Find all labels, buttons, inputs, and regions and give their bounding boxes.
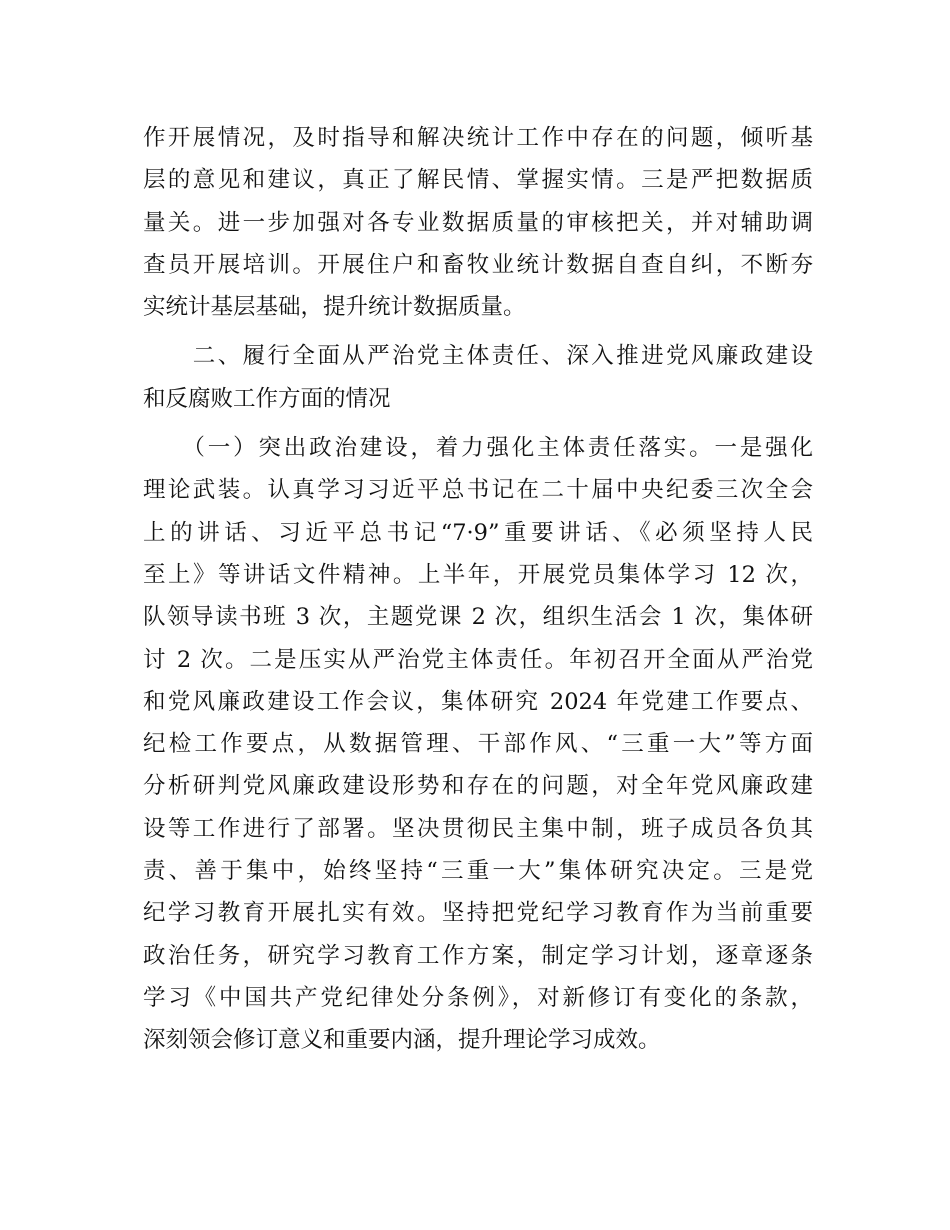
text-line: 深刻领会修订意义和重要内涵，提升理论学习成效。 [143, 1027, 661, 1054]
paragraph [143, 117, 813, 328]
text-line: 设等工作进行了部署。坚决贯彻民主集中制，班子成员各负其 [143, 815, 813, 842]
text-line: 学习《中国共产党纪律处分条例》，对新修订有变化的条款， [143, 984, 813, 1011]
paragraph [143, 427, 813, 1061]
section-heading [143, 335, 813, 420]
document-body [143, 117, 813, 1062]
text-line: 理论武装。认真学习习近平总书记在二十届中央纪委三次全会 [143, 477, 813, 504]
text-line: 二、履行全面从严治党主体责任、深入推进党风廉政建设 [143, 343, 813, 370]
text-line: 分析研判党风廉政建设形势和存在的问题，对全年党风廉政建 [143, 773, 813, 800]
text-line: （一）突出政治建设，着力强化主体责任落实。一是强化 [143, 435, 813, 462]
text-line: 至上》等讲话文件精神。上半年，开展党员集体学习 12 次， [143, 561, 813, 588]
text-line: 政治任务，研究学习教育工作方案，制定学习计划，逐章逐条 [143, 942, 813, 969]
text-line: 层的意见和建议，真正了解民情、掌握实情。三是严把数据质 [143, 167, 813, 194]
text-line: 实统计基层基础，提升统计数据质量。 [143, 294, 526, 321]
text-line: 上的讲话、习近平总书记“7·9”重要讲话、《必须坚持人民 [143, 519, 813, 546]
text-line: 和党风廉政建设工作会议，集体研究 2024 年党建工作要点、 [143, 688, 813, 715]
text-line: 量关。进一步加强对各专业数据质量的审核把关，并对辅助调 [143, 209, 813, 236]
text-line: 队领导读书班 3 次，主题党课 2 次，组织生活会 1 次，集体研 [143, 604, 813, 631]
text-line: 查员开展培训。开展住户和畜牧业统计数据自查自纠，不断夯 [143, 251, 813, 278]
text-line: 和反腐败工作方面的情况 [143, 385, 391, 412]
text-line: 纪检工作要点，从数据管理、干部作风、“三重一大”等方面 [143, 731, 813, 758]
text-line: 纪学习教育开展扎实有效。坚持把党纪学习教育作为当前重要 [143, 900, 813, 927]
text-line: 讨 2 次。二是压实从严治党主体责任。年初召开全面从严治党 [143, 646, 813, 673]
text-line: 作开展情况，及时指导和解决统计工作中存在的问题，倾听基 [143, 125, 813, 151]
text-line: 责、善于集中，始终坚持“三重一大”集体研究决定。三是党 [143, 858, 813, 885]
